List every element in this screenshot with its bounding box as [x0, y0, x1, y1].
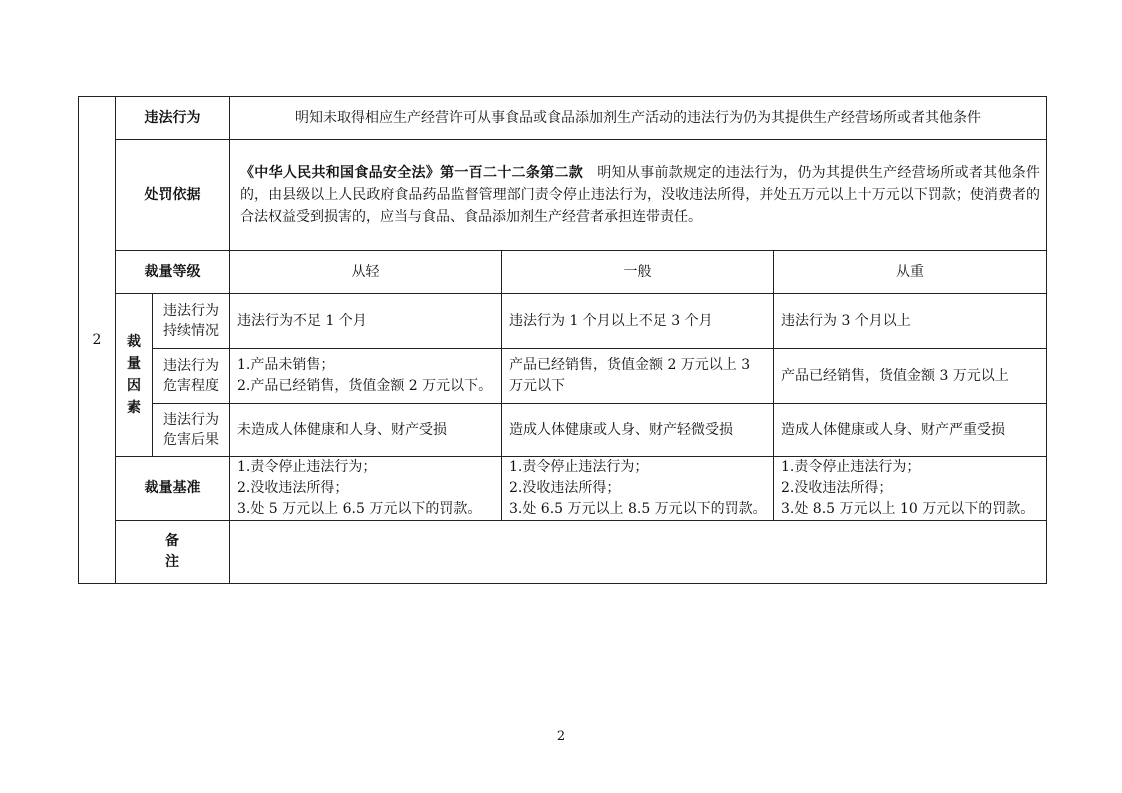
duration-heavy: 违法行为 3 个月以上 — [774, 294, 1047, 349]
level-normal: 一般 — [502, 251, 774, 294]
violation-text: 明知未取得相应生产经营许可从事食品或食品添加剂生产活动的违法行为仍为其提供生产经营场所或者其他条件 — [230, 97, 1047, 140]
factors-group-label: 裁 量 因 素 — [116, 294, 153, 457]
levels-label: 裁量等级 — [116, 251, 230, 294]
duration-label: 违法行为 持续情况 — [153, 294, 230, 349]
note-label: 备注 — [116, 521, 230, 584]
duration-light: 违法行为不足 1 个月 — [230, 294, 502, 349]
violation-label: 违法行为 — [116, 97, 230, 140]
note-content — [230, 521, 1047, 584]
consequence-normal: 造成人体健康或人身、财产轻微受损 — [502, 404, 774, 457]
standard-label: 裁量基准 — [116, 457, 230, 521]
law-text: 明知从事前款规定的违法行为，仍为其提供生产经营场所或者其他条件的，由县级以上人民政府食品药品监督管理部门责令停止违法行为，没收违法所得，并处五万元以上十万元以下罚款；使消费者的合法权益受到损害的，应当与食品、食品添加剂生产经营者承担连带责任。 — [240, 165, 1041, 225]
law-title: 《中华人民共和国食品安全法》第一百二十二条第二款 — [240, 165, 583, 181]
consequence-heavy: 造成人体健康或人身、财产严重受损 — [774, 404, 1047, 457]
level-light: 从轻 — [230, 251, 502, 294]
harm-degree-label: 违法行为 危害程度 — [153, 349, 230, 404]
harm-degree-heavy: 产品已经销售，货值金额 3 万元以上 — [774, 349, 1047, 404]
harm-degree-normal: 产品已经销售，货值金额 2 万元以上 3 万元以下 — [502, 349, 774, 404]
consequence-light: 未造成人体健康和人身、财产受损 — [230, 404, 502, 457]
standard-light: 1.责令停止违法行为； 2.没收违法所得； 3.处 5 万元以上 6.5 万元以下的罚款。 — [230, 457, 502, 521]
basis-label: 处罚依据 — [116, 140, 230, 251]
consequence-label: 违法行为 危害后果 — [153, 404, 230, 457]
basis-text — [230, 140, 1047, 251]
standard-normal: 1.责令停止违法行为； 2.没收违法所得； 3.处 6.5 万元以上 8.5 万元以下的罚款。 — [502, 457, 774, 521]
penalty-discretion-table — [78, 96, 1047, 584]
level-heavy: 从重 — [774, 251, 1047, 294]
page-number: 2 — [556, 729, 566, 744]
harm-degree-light: 1.产品未销售； 2.产品已经销售，货值金额 2 万元以下。 — [230, 349, 502, 404]
row-number: 2 — [79, 97, 116, 584]
standard-heavy: 1.责令停止违法行为； 2.没收违法所得； 3.处 8.5 万元以上 10 万元以下的罚款。 — [774, 457, 1047, 521]
duration-normal: 违法行为 1 个月以上不足 3 个月 — [502, 294, 774, 349]
